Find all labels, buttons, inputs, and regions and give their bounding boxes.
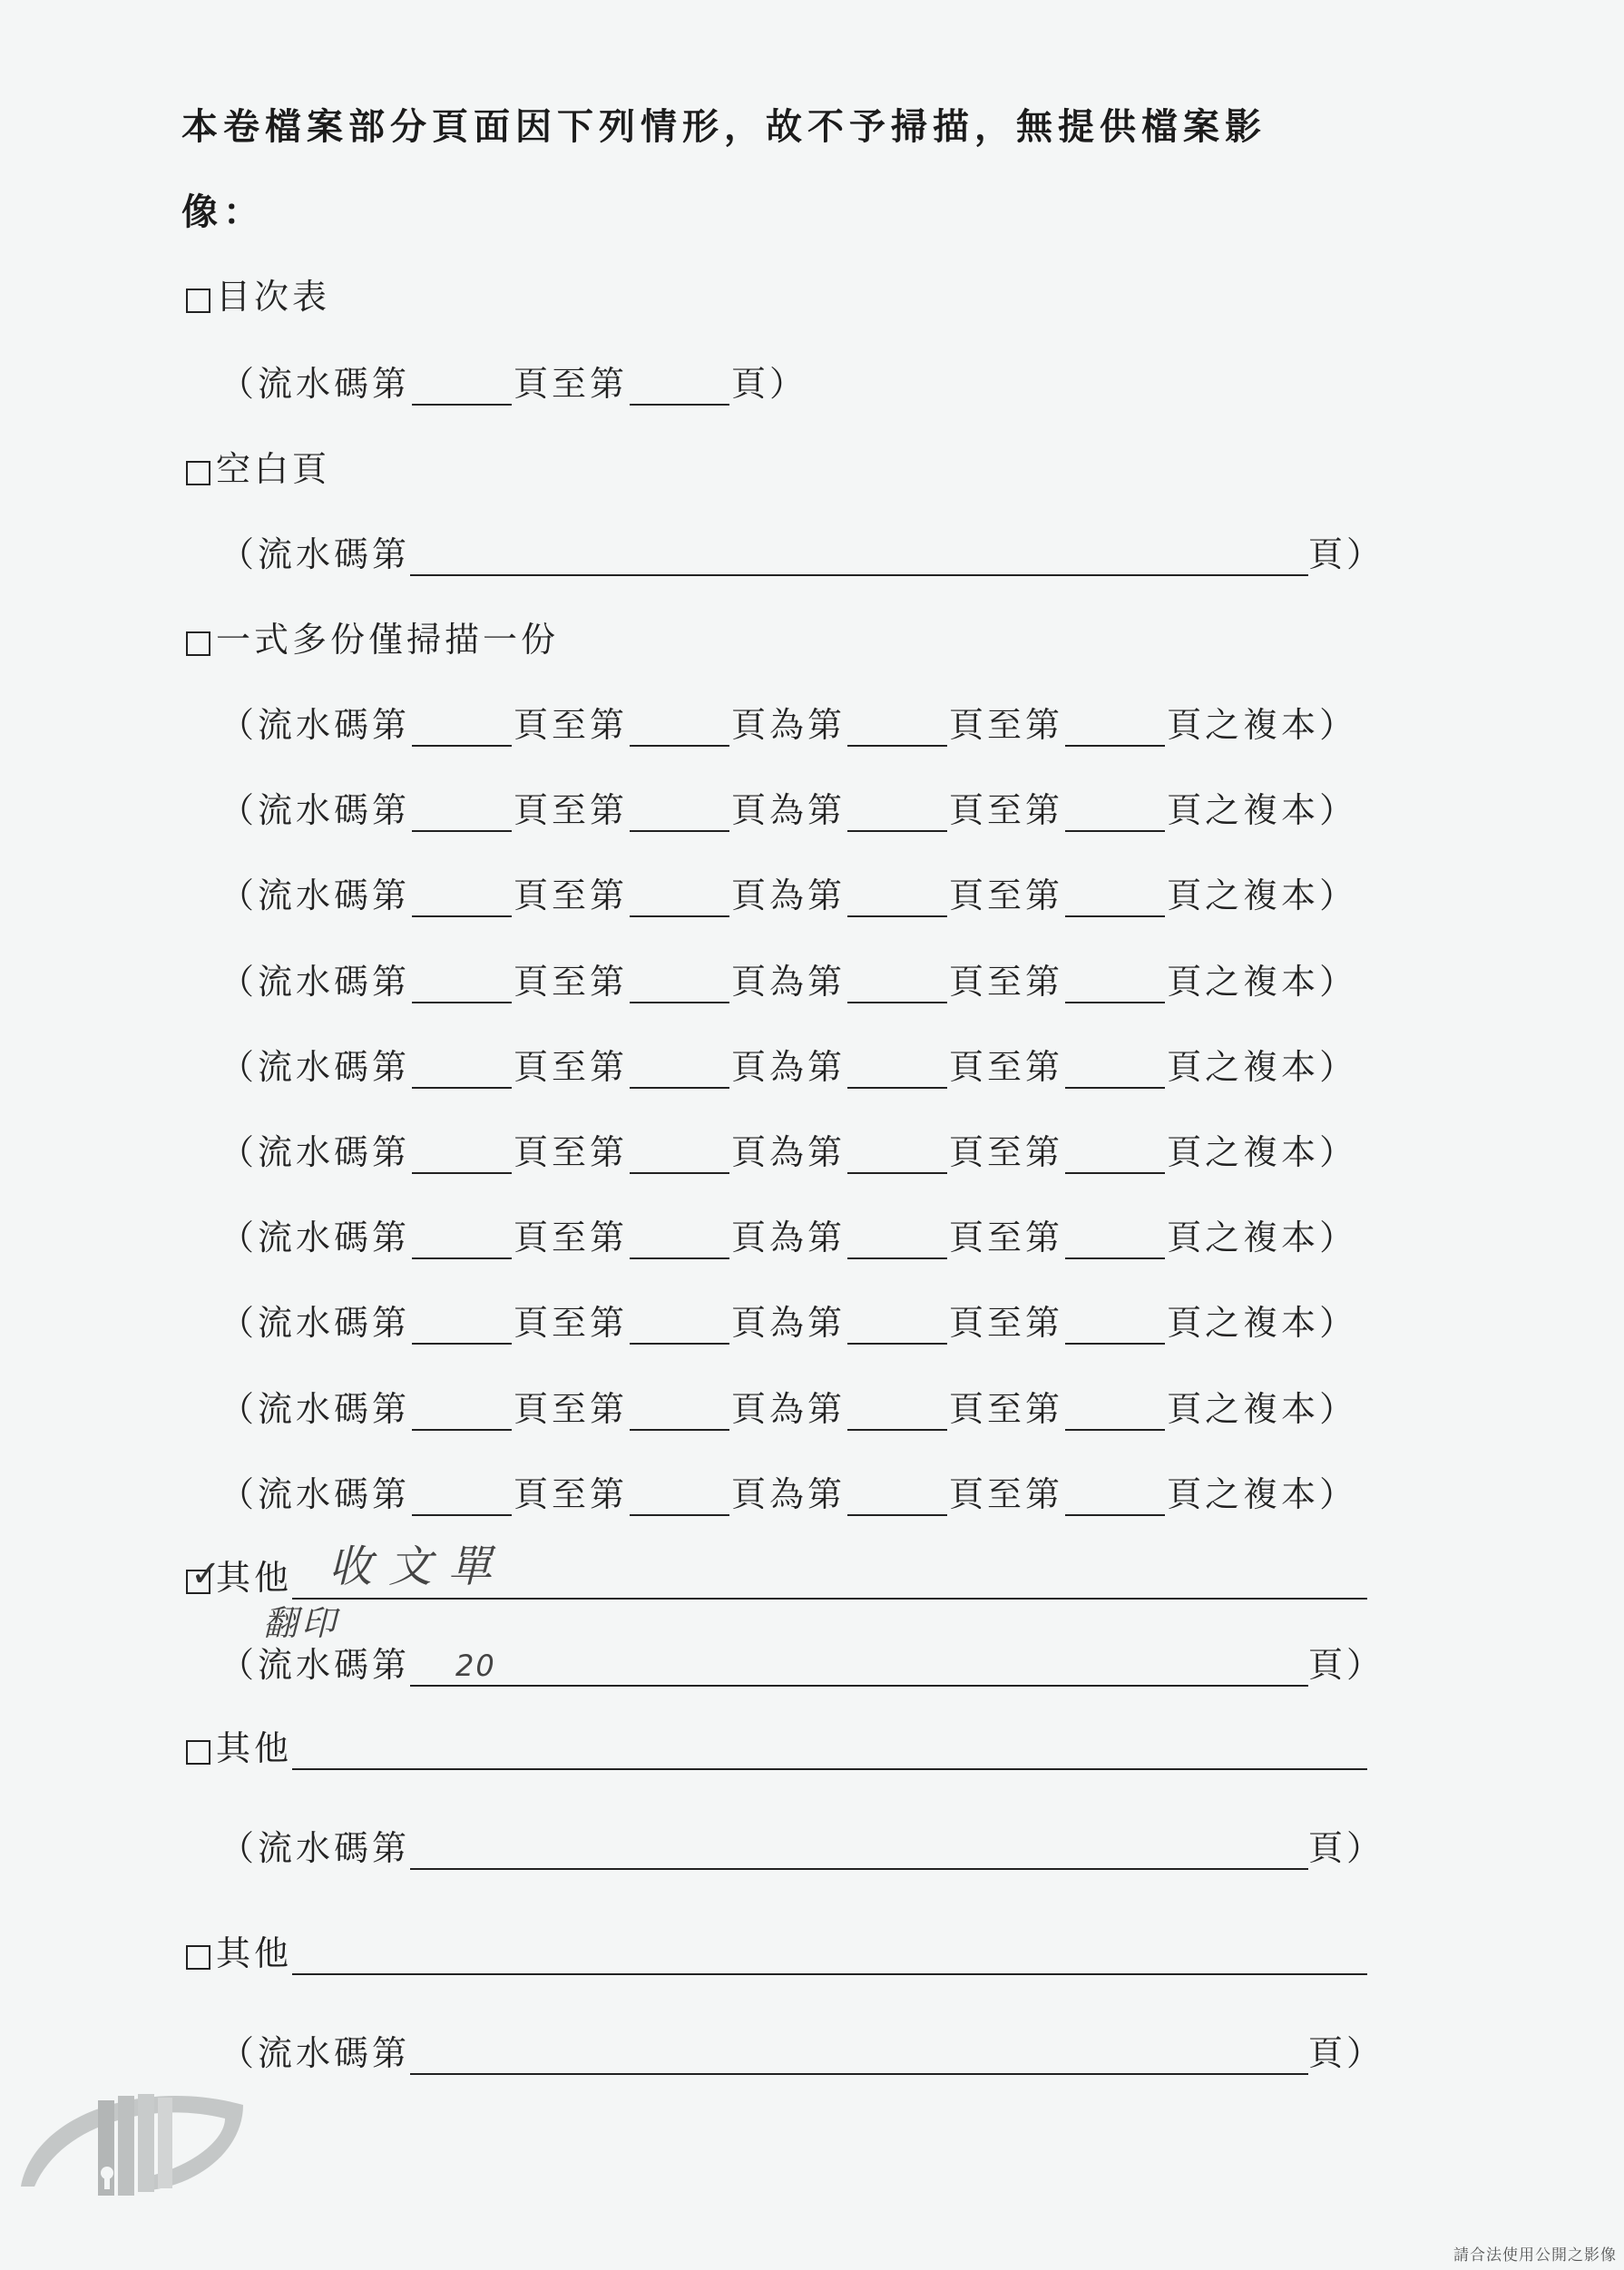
page-to-field[interactable]: [630, 369, 729, 406]
page-from-field[interactable]: [412, 369, 512, 406]
copy-row-text-as: 頁為第: [731, 961, 846, 1002]
copy-row-page-field[interactable]: [412, 881, 512, 917]
copy-row-text-prefix: （流水碼第: [220, 1132, 411, 1172]
serial-mid: 頁至第: [514, 364, 629, 404]
serial-suffix: 頁）: [1308, 1645, 1385, 1685]
copy-row-page-field[interactable]: [847, 881, 947, 917]
copy-row: [220, 1295, 1357, 1345]
handwritten-note: 翻印: [263, 1603, 340, 1643]
blank-page-label: 空白頁: [216, 449, 331, 489]
toc-label: 目次表: [216, 277, 331, 317]
other-item-2: [186, 1720, 1367, 1770]
copy-row-text-to2: 頁至第: [949, 790, 1064, 831]
multi-copy-label: 一式多份僅掃描一份: [216, 620, 560, 660]
serial-suffix: 頁）: [1308, 1828, 1385, 1868]
copy-row-text-prefix: （流水碼第: [220, 1046, 411, 1087]
serial-prefix: （流水碼第: [220, 364, 411, 404]
copy-row-text-to1: 頁至第: [514, 876, 629, 916]
copy-row-text-to1: 頁至第: [514, 1046, 629, 1087]
copy-row-text-to2: 頁至第: [949, 1388, 1064, 1429]
copy-row-page-field[interactable]: [1065, 796, 1165, 832]
copy-row-text-to1: 頁至第: [514, 1303, 629, 1344]
copy-row-page-field[interactable]: [847, 967, 947, 1003]
copy-row-text-suffix: 頁之複本）: [1167, 705, 1358, 745]
copy-row-text-prefix: （流水碼第: [220, 876, 411, 916]
copy-row-page-field[interactable]: [1065, 1052, 1165, 1089]
blank-page-checkbox[interactable]: [186, 461, 210, 485]
copy-row-text-suffix: 頁之複本）: [1167, 790, 1358, 831]
copy-row-text-suffix: 頁之複本）: [1167, 1218, 1358, 1258]
copy-row-page-field[interactable]: [1065, 710, 1165, 747]
other-3-label: 其他: [216, 1933, 293, 1973]
copy-row-page-field[interactable]: [630, 1308, 729, 1345]
copy-row-page-field[interactable]: [847, 1138, 947, 1174]
copy-row-text-prefix: （流水碼第: [220, 1218, 411, 1258]
copy-row: [220, 1466, 1357, 1516]
copy-row-text-suffix: 頁之複本）: [1167, 1046, 1358, 1087]
copy-row: [220, 1039, 1357, 1089]
copy-row-page-field[interactable]: [847, 710, 947, 747]
copy-row-page-field[interactable]: [412, 1223, 512, 1259]
copy-row-page-field[interactable]: [1065, 1308, 1165, 1345]
other-item-1: [186, 1541, 1367, 1600]
archive-logo-icon: [16, 2078, 252, 2214]
copy-row-page-field[interactable]: [630, 796, 729, 832]
copy-row-page-field[interactable]: [630, 1480, 729, 1516]
other-3-reason-field[interactable]: [292, 1939, 1367, 1975]
serial-suffix: 頁）: [1308, 534, 1385, 574]
copy-row-page-field[interactable]: [1065, 1394, 1165, 1431]
copy-row-text-as: 頁為第: [731, 1046, 846, 1087]
serial-prefix: （流水碼第: [220, 534, 411, 574]
copy-row-page-field[interactable]: [412, 1480, 512, 1516]
copy-row-page-field[interactable]: [412, 1138, 512, 1174]
other-2-serial-row: [220, 1820, 1384, 1870]
copy-row-text-to1: 頁至第: [514, 705, 629, 745]
copy-row-text-as: 頁為第: [731, 790, 846, 831]
other-1-serial-field[interactable]: [410, 1650, 1308, 1687]
copy-row: [220, 1209, 1357, 1259]
copy-row-text-prefix: （流水碼第: [220, 705, 411, 745]
copy-row-text-as: 頁為第: [731, 1473, 846, 1514]
other-2-checkbox[interactable]: [186, 1740, 210, 1765]
footer-notice: 請合法使用公開之影像: [1453, 2246, 1617, 2265]
serial-suffix: 頁）: [1308, 2033, 1385, 2073]
other-1-label: 其他: [216, 1558, 293, 1598]
copy-row-text-prefix: （流水碼第: [220, 790, 411, 831]
copy-row-page-field[interactable]: [630, 1223, 729, 1259]
copy-row-page-field[interactable]: [847, 1394, 947, 1431]
copy-row-text-prefix: （流水碼第: [220, 1473, 411, 1514]
other-3-serial-field[interactable]: [410, 2039, 1308, 2075]
copy-row-text-prefix: （流水碼第: [220, 1388, 411, 1429]
copy-row-page-field[interactable]: [412, 1052, 512, 1089]
copy-row-text-to1: 頁至第: [514, 961, 629, 1002]
toc-serial-row: [220, 356, 807, 406]
other-2-label: 其他: [216, 1728, 293, 1768]
copy-row-text-to2: 頁至第: [949, 1132, 1064, 1172]
copy-row-text-to2: 頁至第: [949, 1046, 1064, 1087]
copy-row-text-as: 頁為第: [731, 1218, 846, 1258]
copy-row-text-suffix: 頁之複本）: [1167, 1132, 1358, 1172]
copy-row-text-to2: 頁至第: [949, 961, 1064, 1002]
copy-row-text-to2: 頁至第: [949, 1473, 1064, 1514]
copy-row-page-field[interactable]: [847, 1480, 947, 1516]
copy-row-text-as: 頁為第: [731, 1132, 846, 1172]
copy-row-page-field[interactable]: [1065, 1138, 1165, 1174]
multi-copy-checkbox[interactable]: [186, 631, 210, 656]
copy-row-text-to2: 頁至第: [949, 705, 1064, 745]
copy-row-page-field[interactable]: [847, 796, 947, 832]
copy-row-page-field[interactable]: [847, 1223, 947, 1259]
copy-row-page-field[interactable]: [412, 967, 512, 1003]
copy-row-page-field[interactable]: [630, 967, 729, 1003]
copy-row-page-field[interactable]: [630, 1394, 729, 1431]
copy-row: [220, 954, 1357, 1003]
other-3-checkbox[interactable]: [186, 1945, 210, 1970]
copy-row: [220, 697, 1357, 747]
multi-copy-item: [186, 612, 559, 661]
copy-row-text-as: 頁為第: [731, 705, 846, 745]
copy-row-text-suffix: 頁之複本）: [1167, 1388, 1358, 1429]
other-item-3: [186, 1925, 1367, 1975]
copy-row-text-as: 頁為第: [731, 876, 846, 916]
copy-row-text-to1: 頁至第: [514, 1473, 629, 1514]
other-1-checkbox[interactable]: [186, 1553, 225, 1595]
other-1-reason-field[interactable]: [292, 1541, 1367, 1600]
copy-row-page-field[interactable]: [630, 1138, 729, 1174]
other-2-serial-field[interactable]: [410, 1834, 1308, 1870]
toc-item: [186, 269, 330, 318]
other-2-reason-field[interactable]: [292, 1734, 1367, 1770]
copy-row-page-field[interactable]: [412, 1308, 512, 1345]
other-1-serial-row: [220, 1637, 1384, 1687]
copy-row-text-suffix: 頁之複本）: [1167, 961, 1358, 1002]
copy-row-text-to1: 頁至第: [514, 790, 629, 831]
serial-prefix: （流水碼第: [220, 1828, 411, 1868]
copy-row-text-to2: 頁至第: [949, 1303, 1064, 1344]
copy-row-page-field[interactable]: [1065, 881, 1165, 917]
copy-row-text-prefix: （流水碼第: [220, 961, 411, 1002]
handwritten-serial: 20: [455, 1649, 496, 1683]
copy-row-text-suffix: 頁之複本）: [1167, 1303, 1358, 1344]
copy-row-page-field[interactable]: [630, 881, 729, 917]
serial-suffix: 頁）: [731, 364, 808, 404]
copy-row-page-field[interactable]: [412, 796, 512, 832]
toc-checkbox[interactable]: [186, 289, 210, 313]
blank-page-serial-row: [220, 526, 1384, 576]
copy-row-page-field[interactable]: [1065, 1223, 1165, 1259]
heading-line-1: 本卷檔案部分頁面因下列情形，故不予掃描，無提供檔案影: [181, 105, 1267, 148]
heading-line-2: 像：: [181, 191, 265, 233]
copy-row-page-field[interactable]: [847, 1308, 947, 1345]
blank-page-serial-field[interactable]: [410, 540, 1308, 576]
copy-row-text-as: 頁為第: [731, 1303, 846, 1344]
copy-row-text-suffix: 頁之複本）: [1167, 876, 1358, 916]
copy-row: [220, 1124, 1357, 1174]
copy-row: [220, 782, 1357, 832]
copy-row-text-prefix: （流水碼第: [220, 1303, 411, 1344]
copy-row-page-field[interactable]: [1065, 967, 1165, 1003]
copy-row-page-field[interactable]: [847, 1052, 947, 1089]
copy-row-text-to2: 頁至第: [949, 876, 1064, 916]
copy-row-text-to1: 頁至第: [514, 1388, 629, 1429]
handwritten-reason: 收文單: [328, 1541, 509, 1592]
check-mark-icon: ✓: [191, 1553, 225, 1595]
blank-page-item: [186, 441, 330, 491]
copy-row-text-to1: 頁至第: [514, 1132, 629, 1172]
copy-row-page-field[interactable]: [412, 1394, 512, 1431]
copy-row-text-to2: 頁至第: [949, 1218, 1064, 1258]
copy-row: [220, 1381, 1357, 1431]
copy-row-page-field[interactable]: [412, 710, 512, 747]
copy-row-page-field[interactable]: [630, 1052, 729, 1089]
copy-row-text-suffix: 頁之複本）: [1167, 1473, 1358, 1514]
copy-row-page-field[interactable]: [1065, 1480, 1165, 1516]
copy-row-text-as: 頁為第: [731, 1388, 846, 1429]
copy-row: [220, 867, 1357, 917]
other-3-serial-row: [220, 2025, 1384, 2075]
serial-prefix: （流水碼第: [220, 1645, 411, 1685]
copy-row-text-to1: 頁至第: [514, 1218, 629, 1258]
serial-prefix: （流水碼第: [220, 2033, 411, 2073]
copy-row-page-field[interactable]: [630, 710, 729, 747]
